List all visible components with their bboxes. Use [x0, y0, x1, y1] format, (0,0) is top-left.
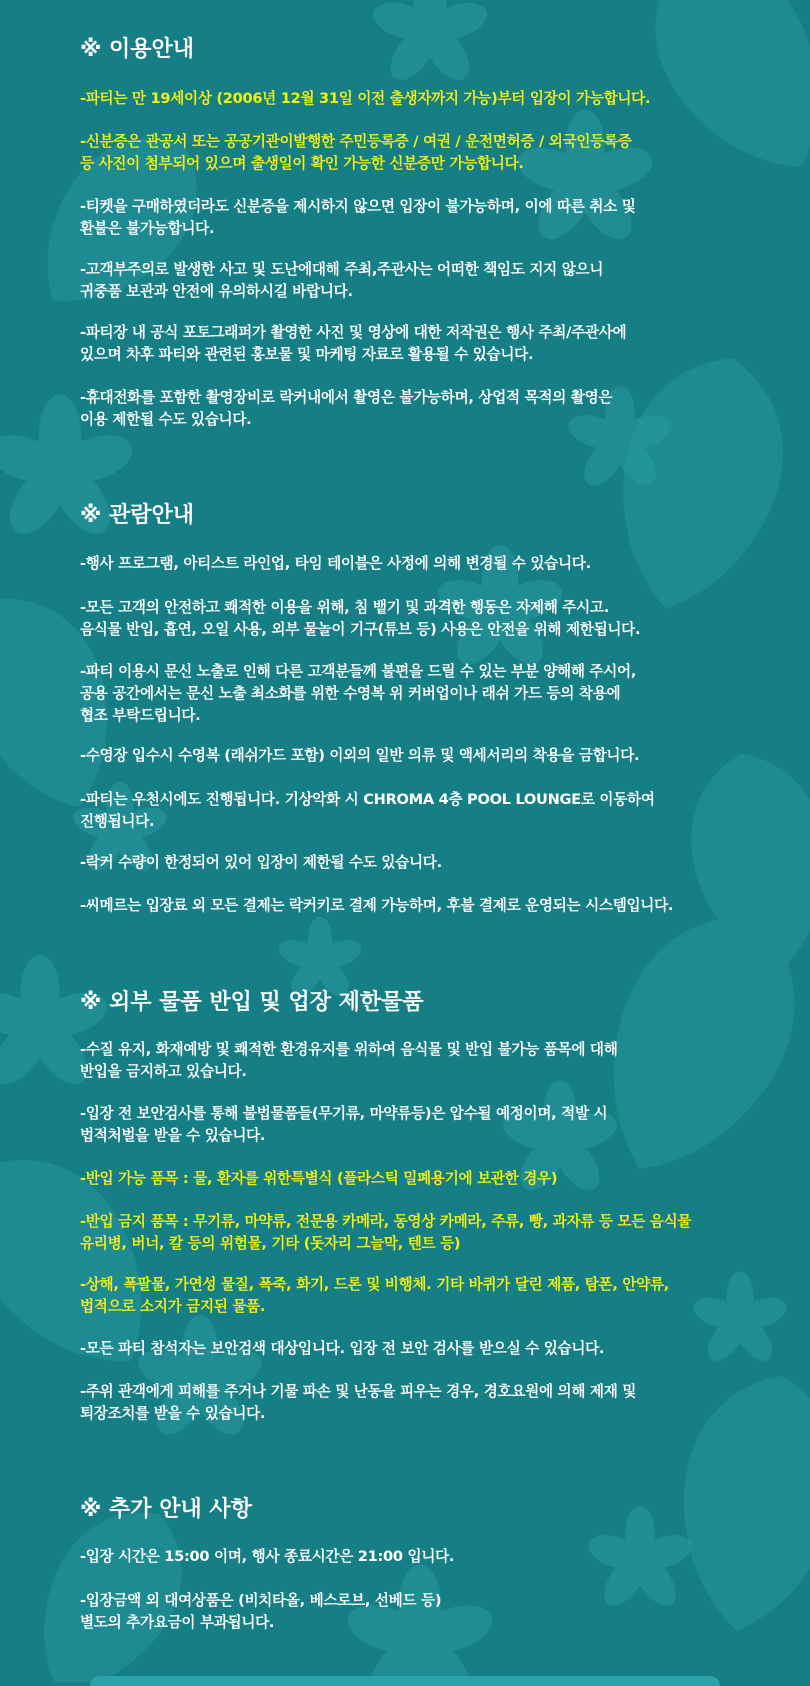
- notice-item: -파티는 우천시에도 진행됩니다. 기상악화 시 CHROMA 4층 POOL LOUNGE로 이동하여 진행됩니다.: [80, 791, 655, 830]
- notice-item: -입장 전 보안검사를 통해 불법물품들(무기류, 마약류등)은 압수될 예정이며, 적발 시 법적처벌을 받을 수 있습니다.: [80, 1105, 608, 1144]
- notice-item: -티켓을 구매하였더라도 신분증을 제시하지 않으면 입장이 불가능하며, 이에 따른 취소 및 환불은 불가능합니다.: [80, 198, 636, 237]
- notice-item: -주위 관객에게 피해를 주거나 기물 파손 및 난동을 피우는 경우, 경호요원에 의해 제재 및 퇴장조치를 받을 수 있습니다.: [80, 1383, 637, 1422]
- notice-item: -상해, 폭팔물, 가연성 물질, 폭죽, 화기, 드론 및 비행체. 기타 바퀴가 달린 제품, 탐폰, 안약류, 법적으로 소지가 금지된 물품.: [80, 1276, 670, 1315]
- notice-item: -파티장 내 공식 포토그래퍼가 촬영한 사진 및 영상에 대한 저작권은 행사 주최/주관사에 있으며 차후 파티와 관련된 홍보물 및 마케팅 자료로 활용될 수 있습니다.: [80, 324, 627, 363]
- bottom-panel-edge: [90, 1676, 720, 1686]
- notice-item: -반입 금지 품목 : 무기류, 마약류, 전문용 카메라, 동영상 카메라, 주류, 빵, 과자류 등 모든 음식물 유리병, 버너, 칼 등의 위험물, 기타 (돗자리 그늘막, 텐트 등): [80, 1213, 692, 1252]
- notice-item: -락커 수량이 한정되어 있어 입장이 제한될 수도 있습니다.: [80, 854, 442, 871]
- notice-item: -모든 파티 참석자는 보안검색 대상입니다. 입장 전 보안 검사를 받으실 수 있습니다.: [80, 1340, 605, 1357]
- notice-item: -신분증은 관공서 또는 공공기관이발행한 주민등록증 / 여권 / 운전면허증 / 외국인등록증 등 사진이 첨부되어 있으며 출생일이 확인 가능한 신분증만 가능합니다.: [80, 133, 632, 172]
- notice-item: -파티는 만 19세이상 (2006년 12월 31일 이전 출생자까지 가능)부터 입장이 가능합니다.: [80, 90, 651, 107]
- section-title: ※ 외부 물품 반입 및 업장 제한물품: [80, 990, 424, 1015]
- notice-item: -파티 이용시 문신 노출로 인해 다른 고객분들께 불편을 드릴 수 있는 부분 양해해 주시어, 공용 공간에서는 문신 노출 최소화를 위한 수영복 위 커버업이나 래쉬 가드 등의 착용에 협조 부탁드립니다.: [80, 663, 637, 724]
- section-title: ※ 관람안내: [80, 503, 195, 528]
- notice-item: -모든 고객의 안전하고 쾌적한 이용을 위해, 침 뱉기 및 과격한 행동은 자제해 주시고. 음식물 반입, 흡연, 오일 사용, 외부 물놀이 기구(튜브 등) 사용은 안전을 위해 제한됩니다.: [80, 599, 641, 638]
- section-title: ※ 이용안내: [80, 37, 195, 62]
- notice-item: -입장 시간은 15:00 이며, 행사 종료시간은 21:00 입니다.: [80, 1548, 455, 1565]
- notice-item: -수영장 입수시 수영복 (래쉬가드 포함) 이외의 일반 의류 및 액세서리의 착용을 금합니다.: [80, 747, 640, 764]
- notice-item: -휴대전화를 포함한 촬영장비로 락커내에서 촬영은 불가능하며, 상업적 목적의 촬영은 이용 제한될 수도 있습니다.: [80, 389, 613, 428]
- notice-item: -씨메르는 입장료 외 모든 결제는 락커키로 결제 가능하며, 후불 결제로 운영되는 시스템입니다.: [80, 897, 674, 914]
- notice-item: -행사 프로그램, 아티스트 라인업, 타임 테이블은 사정에 의해 변경될 수 있습니다.: [80, 555, 591, 572]
- notice-item: -반입 가능 품목 : 물, 환자를 위한특별식 (플라스틱 밀폐용기에 보관한 경우): [80, 1170, 558, 1187]
- section-title: ※ 추가 안내 사항: [80, 1497, 252, 1522]
- notice-item: -입장금액 외 대여상품은 (비치타올, 베스로브, 선베드 등) 별도의 추가요금이 부과됩니다.: [80, 1592, 442, 1631]
- notice-item: -고객부주의로 발생한 사고 및 도난에대해 주최,주관사는 어떠한 책임도 지지 않으니 귀중품 보관과 안전에 유의하시길 바랍니다.: [80, 261, 604, 300]
- notice-item: -수질 유지, 화재예방 및 쾌적한 환경유지를 위하여 음식물 및 반입 불가능 품목에 대해 반입을 금지하고 있습니다.: [80, 1041, 618, 1080]
